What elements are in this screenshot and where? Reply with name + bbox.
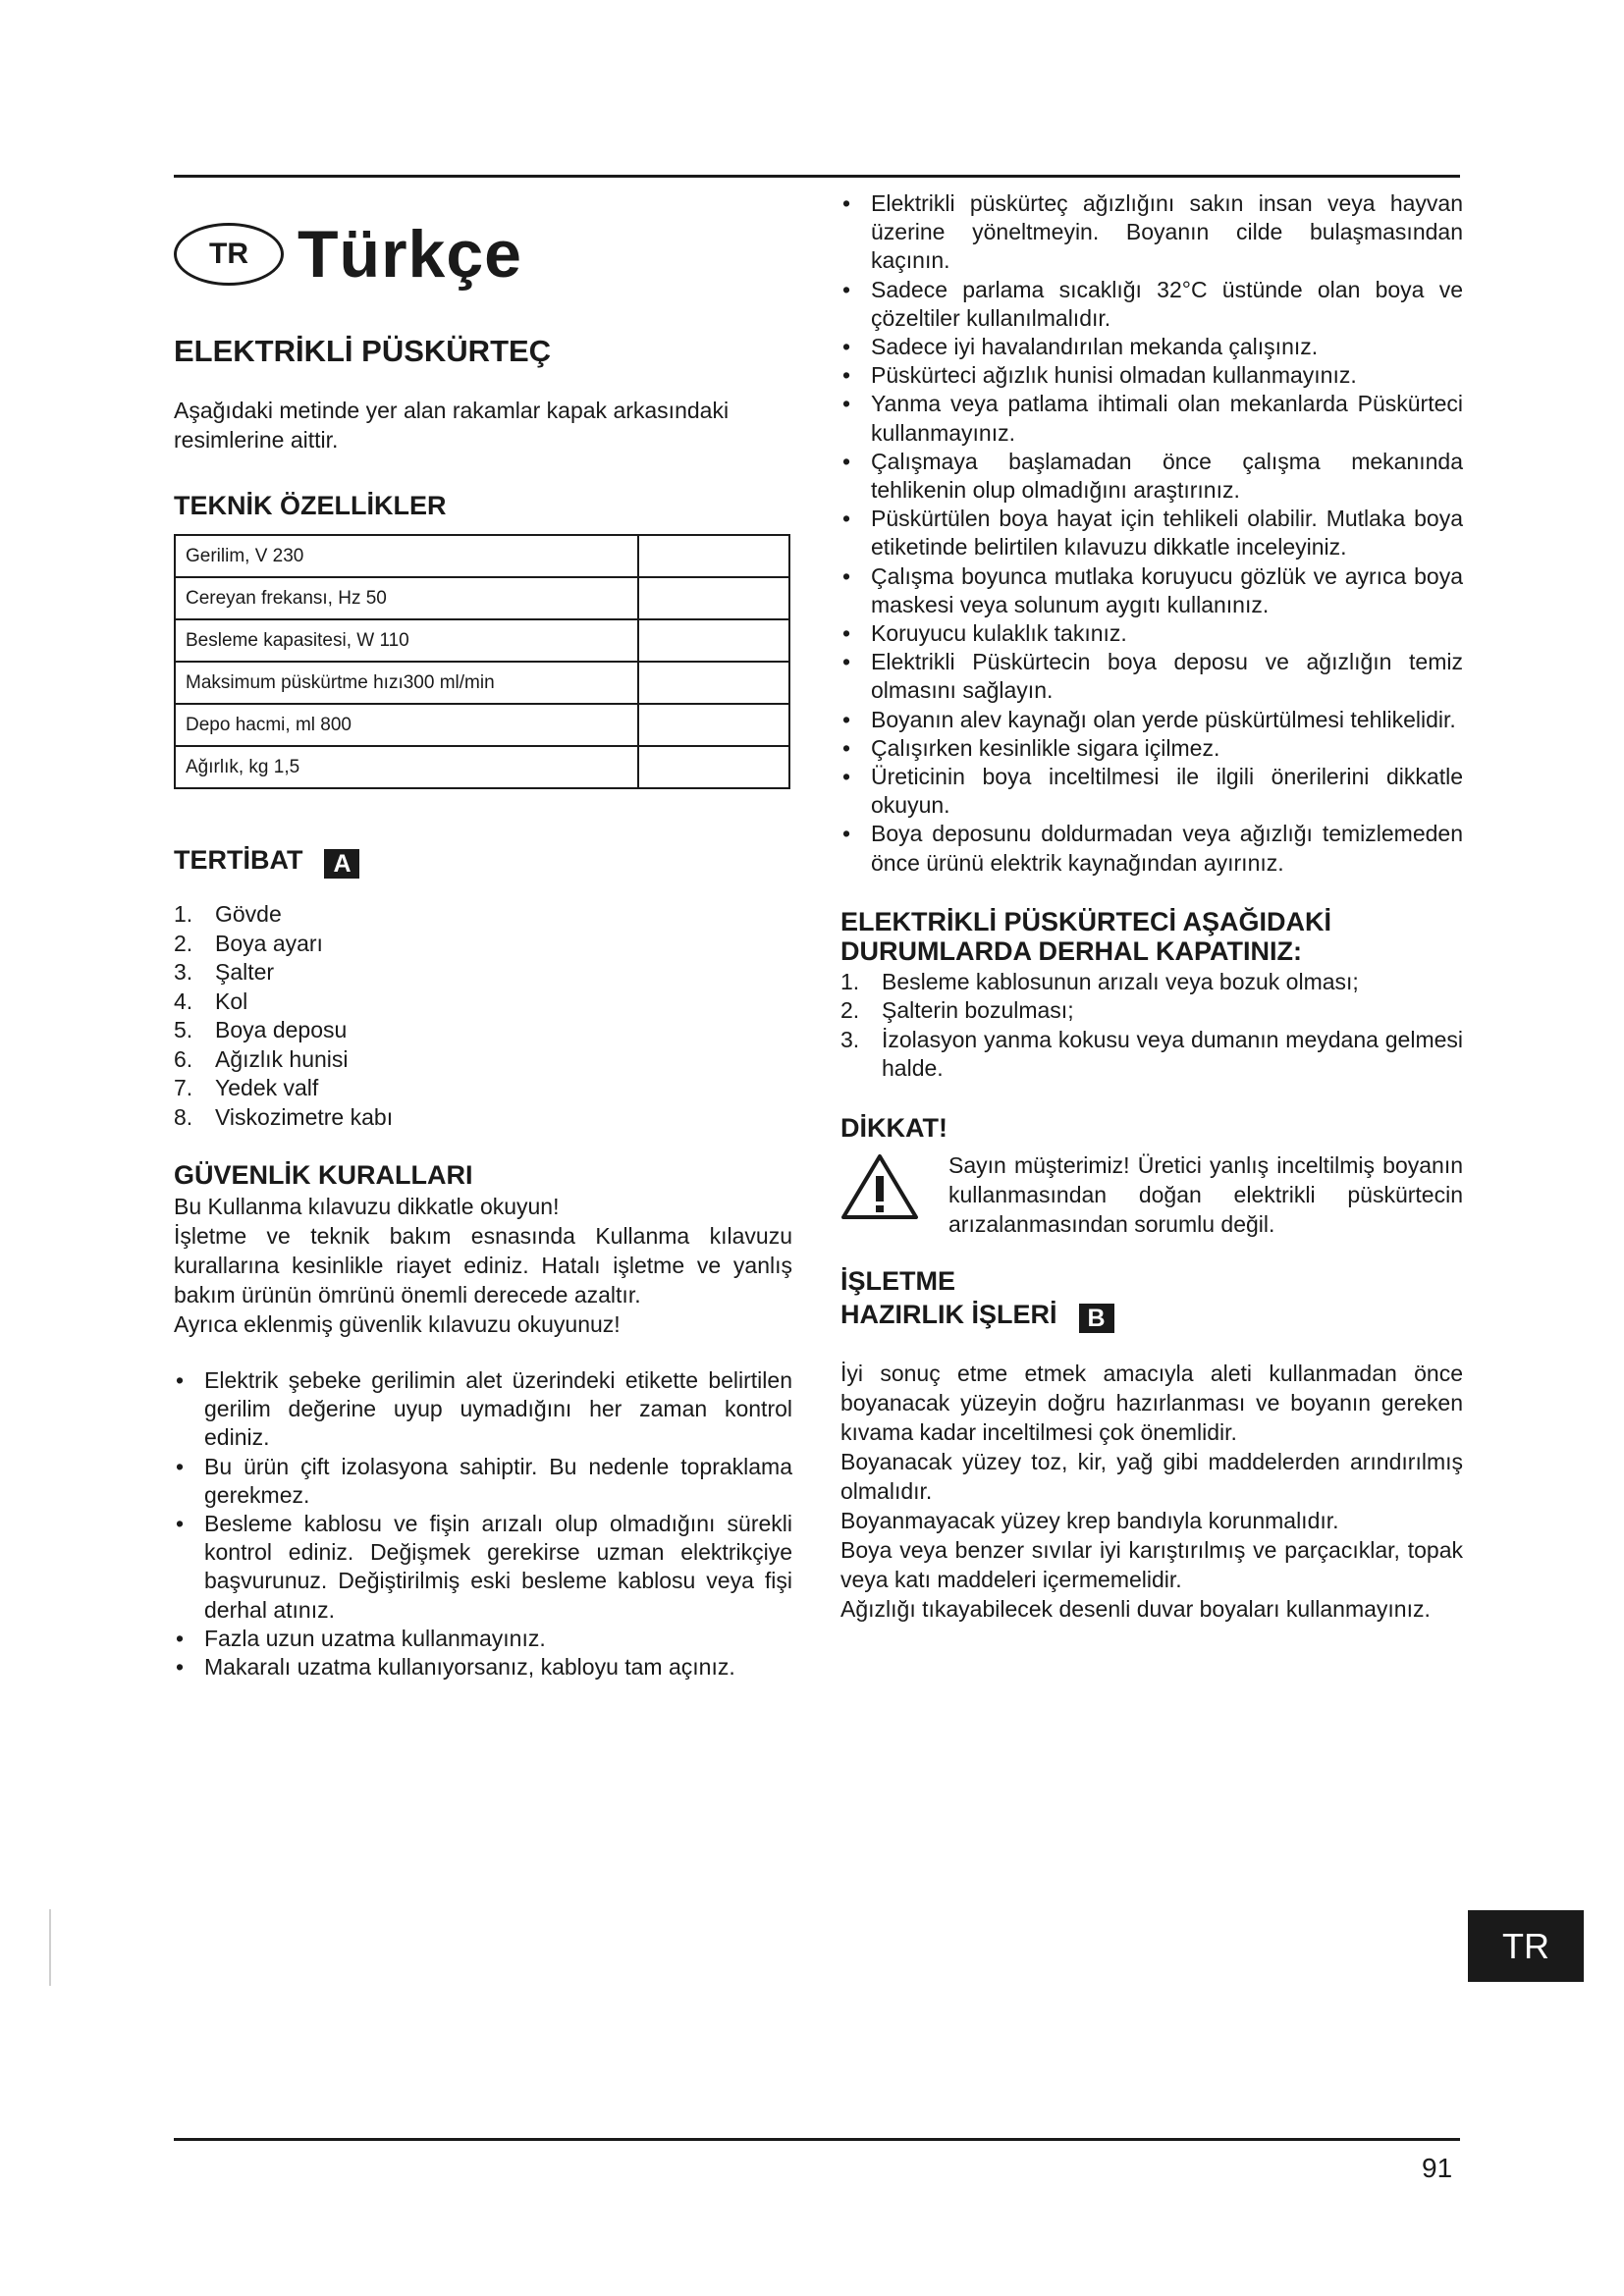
list-item: • Makaralı uzatma kullanıyorsanız, kabloyu tam açınız. <box>174 1653 792 1682</box>
caution-block <box>840 1150 1463 1239</box>
list-item: • Koruyucu kulaklık takınız. <box>840 619 1463 648</box>
spec-cell: Cereyan frekansı, Hz 50 <box>175 577 638 619</box>
warning-triangle-icon <box>840 1152 919 1221</box>
table-row <box>175 704 789 746</box>
spec-empty-cell <box>638 662 789 704</box>
spec-empty-cell <box>638 577 789 619</box>
operation-paragraph: İyi sonuç etme etmek amacıyla aleti kullanmadan önce boyanacak yüzeyin doğru hazırlanması ve boyanın gereken kıvama kadar inceltilmesi çok önemlidir. <box>840 1360 1463 1445</box>
list-item: 7. Yedek valf <box>174 1075 319 1100</box>
list-item: 4. Kol <box>174 988 248 1014</box>
safety-paragraph: Ayrıca eklenmiş güvenlik kılavuzu okuyunuz! <box>174 1311 621 1337</box>
spec-empty-cell <box>638 619 789 662</box>
language-header <box>174 196 792 312</box>
assembly-list <box>174 900 792 1132</box>
list-item: • Sadece parlama sıcaklığı 32°C üstünde olan boya ve çözeltiler kullanılmalıdır. <box>840 276 1463 333</box>
list-item: • Sadece iyi havalandırılan mekanda çalışınız. <box>840 333 1463 361</box>
figure-b-badge: B <box>1079 1304 1114 1333</box>
safety-bullet-list-continued <box>840 189 1463 878</box>
language-title: Türkçe <box>298 217 522 292</box>
operation-paragraph: Boya veya benzer sıvılar iyi karıştırılmış ve parçacıklar, topak veya katı maddeleri içermemelidir. <box>840 1536 1463 1592</box>
operation-paragraph: Boyanmayacak yüzey krep bandıyla korunmalıdır. <box>840 1507 1339 1533</box>
margin-line <box>49 1909 51 1986</box>
list-item: 8. Viskozimetre kabı <box>174 1103 394 1130</box>
table-row <box>175 619 789 662</box>
list-item: • Bu ürün çift izolasyona sahiptir. Bu nedenle topraklama gerekmez. <box>174 1453 792 1510</box>
operation-heading-line2: HAZIRLIK İŞLERİ <box>840 1299 1057 1329</box>
spec-cell: Maksimum püskürtme hızı300 ml/min <box>175 662 638 704</box>
list-item: • Çalışma boyunca mutlaka koruyucu gözlük ve ayrıca boya maskesi veya solunum aygıtı kullanınız. <box>840 562 1463 619</box>
table-row <box>175 577 789 619</box>
document-title: ELEKTRİKLİ PÜSKÜRTEÇ <box>174 334 552 368</box>
list-item: • Besleme kablosu ve fişin arızalı olup olmadığını sürekli kontrol ediniz. Değişmek gerekirse uzman elektrikçiye başvurunuz. Değiştirilmiş eski besleme kablosu veya fişi derhal atınız. <box>174 1510 792 1625</box>
table-row <box>175 535 789 577</box>
list-item: • Elektrikli Püskürtecin boya deposu ve ağızlığın temiz olmasını sağlayın. <box>840 648 1463 705</box>
list-item: • Çalışırken kesinlikle sigara içilmez. <box>840 734 1463 763</box>
list-item: • Püskürtülen boya hayat için tehlikeli olabilir. Mutlaka boya etiketinde belirtilen kılavuzu dikkatle inceleyiniz. <box>840 505 1463 561</box>
list-item: 3. Şalter <box>174 959 275 985</box>
safety-heading: GÜVENLİK KURALLARI <box>174 1160 473 1190</box>
assembly-heading <box>174 843 792 879</box>
language-side-tab: TR <box>1468 1910 1584 1982</box>
left-column <box>174 196 792 1682</box>
list-item: • Fazla uzun uzatma kullanmayınız. <box>174 1625 792 1653</box>
spec-cell: Besleme kapasitesi, W 110 <box>175 619 638 662</box>
assembly-heading-text: TERTİBAT <box>174 845 303 875</box>
list-item: 2. Boya ayarı <box>174 930 323 956</box>
list-item: 1. Besleme kablosunun arızalı veya bozuk olması; <box>840 968 1359 994</box>
figure-a-badge: A <box>324 849 359 879</box>
specs-table <box>174 534 790 789</box>
shutdown-list <box>840 968 1463 1084</box>
top-rule <box>174 175 1460 178</box>
list-item: 1. Gövde <box>174 901 282 927</box>
list-item: • Elektrikli püskürteç ağızlığını sakın insan veya hayvan üzerine yöneltmeyin. Boyanın cilde bulaşmasından kaçının. <box>840 189 1463 276</box>
table-row <box>175 746 789 788</box>
right-column <box>840 189 1463 1624</box>
spec-cell: Gerilim, V 230 <box>175 535 638 577</box>
safety-paragraph: Bu Kullanma kılavuzu dikkatle okuyun! <box>174 1194 560 1219</box>
spec-cell: Depo hacmi, ml 800 <box>175 704 638 746</box>
list-item: • Boyanın alev kaynağı olan yerde püskürtülmesi tehlikelidir. <box>840 706 1463 734</box>
list-item: • Boya deposunu doldurmadan veya ağızlığı temizlemeden önce ürünü elektrik kaynağından ayırınız. <box>840 820 1463 877</box>
list-item: 2. Şalterin bozulması; <box>840 997 1074 1024</box>
caution-heading: DİKKAT! <box>840 1112 947 1143</box>
safety-paragraph: İşletme ve teknik bakım esnasında Kullanma kılavuzu kurallarına kesinlikle riayet ediniz. Hatalı işletme ve yanlış bakım ürünün ömrünü önemli derecede azaltır. <box>174 1223 792 1308</box>
list-item: 6. Ağızlık hunisi <box>174 1045 349 1072</box>
spec-cell: Ağırlık, kg 1,5 <box>175 746 638 788</box>
specs-heading: TEKNİK ÖZELLİKLER <box>174 491 447 520</box>
list-item: • Püskürteci ağızlık hunisi olmadan kullanmayınız. <box>840 361 1463 390</box>
operation-heading-line1: İŞLETME <box>840 1265 956 1296</box>
shutdown-heading: ELEKTRİKLİ PÜSKÜRTECİ AŞAĞIDAKİ DURUMLARDA DERHAL KAPATINIZ: <box>840 906 1332 966</box>
operation-paragraph: Ağızlığı tıkayabilecek desenli duvar boyaları kullanmayınız. <box>840 1595 1431 1622</box>
page-number: 91 <box>1422 2153 1453 2183</box>
spec-empty-cell <box>638 704 789 746</box>
safety-bullet-list <box>174 1366 792 1682</box>
list-item: • Çalışmaya başlamadan önce çalışma mekanında tehlikenin olup olmadığını araştırınız. <box>840 448 1463 505</box>
list-item: • Üreticinin boya inceltilmesi ile ilgili önerilerini dikkatle okuyun. <box>840 763 1463 820</box>
caution-text: Sayın müşterimiz! Üretici yanlış inceltilmiş boyanın kullanmasından doğan elektrikli püskürtecin arızalanmasından sorumlu değil. <box>948 1151 1463 1237</box>
table-row <box>175 662 789 704</box>
language-badge: TR <box>174 223 284 286</box>
intro-text: Aşağıdaki metinde yer alan rakamlar kapak arkasındaki resimlerine aittir. <box>174 398 730 453</box>
operation-body <box>840 1359 1463 1624</box>
list-item: 3. İzolasyon yanma kokusu veya dumanın meydana gelmesi halde. <box>840 1026 1463 1082</box>
spec-empty-cell <box>638 746 789 788</box>
list-item: 5. Boya deposu <box>174 1017 348 1042</box>
list-item: • Yanma veya patlama ihtimali olan mekanlarda Püskürteci kullanmayınız. <box>840 390 1463 447</box>
operation-paragraph: Boyanacak yüzey toz, kir, yağ gibi maddelerden arındırılmış olmalıdır. <box>840 1448 1463 1504</box>
list-item: • Elektrik şebeke gerilimin alet üzerindeki etikette belirtilen gerilim değerine uyup uymadığını her zaman kontrol ediniz. <box>174 1366 792 1453</box>
bottom-rule <box>174 2138 1460 2141</box>
operation-heading <box>840 1264 1463 1333</box>
spec-empty-cell <box>638 535 789 577</box>
